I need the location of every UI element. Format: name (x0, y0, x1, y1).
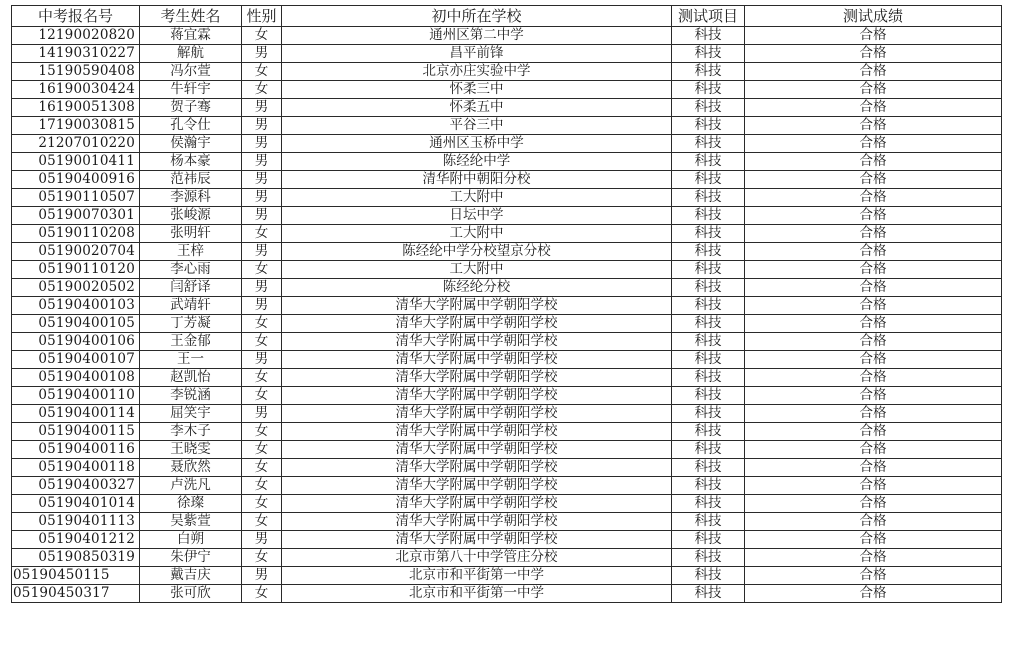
test-result-cell: 合格 (745, 477, 1002, 495)
test-result-cell: 合格 (745, 279, 1002, 297)
student-name-cell: 王梓 (140, 243, 242, 261)
test-item-cell: 科技 (672, 477, 745, 495)
school-cell: 北京市和平街第一中学 (282, 585, 672, 603)
test-item-cell: 科技 (672, 585, 745, 603)
table-row (12, 459, 1002, 477)
test-result-cell: 合格 (745, 261, 1002, 279)
student-name-cell: 徐璨 (140, 495, 242, 513)
gender-cell: 男 (242, 243, 282, 261)
student-name-cell: 张可欣 (140, 585, 242, 603)
exam-id-cell: 05190850319 (12, 549, 140, 567)
gender-cell: 女 (242, 27, 282, 45)
student-name-cell: 王一 (140, 351, 242, 369)
test-item-cell: 科技 (672, 189, 745, 207)
gender-cell: 男 (242, 135, 282, 153)
test-result-cell: 合格 (745, 495, 1002, 513)
school-cell: 通州区玉桥中学 (282, 135, 672, 153)
table-body (12, 27, 1002, 603)
test-result-cell: 合格 (745, 387, 1002, 405)
exam-id-cell: 05190400916 (12, 171, 140, 189)
school-cell: 怀柔三中 (282, 81, 672, 99)
table-row (12, 225, 1002, 243)
test-result-cell: 合格 (745, 243, 1002, 261)
student-name-cell: 解航 (140, 45, 242, 63)
student-name-cell: 王晓雯 (140, 441, 242, 459)
school-cell: 通州区第二中学 (282, 27, 672, 45)
test-item-cell: 科技 (672, 315, 745, 333)
exam-id-cell: 05190401014 (12, 495, 140, 513)
school-cell: 清华大学附属中学朝阳学校 (282, 315, 672, 333)
student-name-cell: 李锐涵 (140, 387, 242, 405)
student-name-cell: 蒋宜霖 (140, 27, 242, 45)
table-row (12, 387, 1002, 405)
test-item-cell: 科技 (672, 297, 745, 315)
exam-id-cell: 05190400108 (12, 369, 140, 387)
student-name-cell: 李心雨 (140, 261, 242, 279)
exam-id-cell: 05190400114 (12, 405, 140, 423)
gender-cell: 女 (242, 369, 282, 387)
table-row (12, 153, 1002, 171)
results-table (11, 5, 1002, 603)
exam-id-cell: 17190030815 (12, 117, 140, 135)
table-row (12, 243, 1002, 261)
exam-id-cell: 05190400116 (12, 441, 140, 459)
school-cell: 清华大学附属中学朝阳学校 (282, 495, 672, 513)
table-row (12, 207, 1002, 225)
student-name-cell: 闫舒译 (140, 279, 242, 297)
test-item-cell: 科技 (672, 99, 745, 117)
school-cell: 清华大学附属中学朝阳学校 (282, 477, 672, 495)
student-name-cell: 朱伊宁 (140, 549, 242, 567)
student-name-cell: 戴吉庆 (140, 567, 242, 585)
gender-cell: 女 (242, 423, 282, 441)
table-row (12, 549, 1002, 567)
gender-cell: 男 (242, 351, 282, 369)
gender-cell: 女 (242, 549, 282, 567)
gender-cell: 男 (242, 99, 282, 117)
test-result-cell: 合格 (745, 135, 1002, 153)
student-name-cell: 丁芳凝 (140, 315, 242, 333)
exam-id-cell: 05190010411 (12, 153, 140, 171)
exam-id-cell: 05190110120 (12, 261, 140, 279)
exam-id-cell: 05190401113 (12, 513, 140, 531)
student-name-cell: 范祎辰 (140, 171, 242, 189)
student-name-cell: 牛轩宇 (140, 81, 242, 99)
test-item-cell: 科技 (672, 261, 745, 279)
gender-cell: 男 (242, 153, 282, 171)
test-result-cell: 合格 (745, 459, 1002, 477)
test-item-cell: 科技 (672, 279, 745, 297)
exam-id-cell: 05190400327 (12, 477, 140, 495)
student-name-cell: 张峻源 (140, 207, 242, 225)
gender-cell: 女 (242, 333, 282, 351)
header-exam-id: 中考报名号 (12, 6, 140, 27)
school-cell: 清华大学附属中学朝阳学校 (282, 369, 672, 387)
test-item-cell: 科技 (672, 117, 745, 135)
school-cell: 清华大学附属中学朝阳学校 (282, 405, 672, 423)
gender-cell: 女 (242, 459, 282, 477)
school-cell: 清华大学附属中学朝阳学校 (282, 297, 672, 315)
exam-id-cell: 05190020704 (12, 243, 140, 261)
gender-cell: 女 (242, 261, 282, 279)
gender-cell: 女 (242, 585, 282, 603)
exam-id-cell: 05190450317 (12, 585, 140, 603)
table-row (12, 279, 1002, 297)
test-item-cell: 科技 (672, 531, 745, 549)
test-result-cell: 合格 (745, 585, 1002, 603)
table-row (12, 351, 1002, 369)
school-cell: 北京市第八十中学管庄分校 (282, 549, 672, 567)
table-row (12, 585, 1002, 603)
test-item-cell: 科技 (672, 135, 745, 153)
student-name-cell: 赵凯怡 (140, 369, 242, 387)
test-item-cell: 科技 (672, 63, 745, 81)
exam-id-cell: 05190110208 (12, 225, 140, 243)
school-cell: 平谷三中 (282, 117, 672, 135)
exam-id-cell: 12190020820 (12, 27, 140, 45)
test-result-cell: 合格 (745, 333, 1002, 351)
school-cell: 日坛中学 (282, 207, 672, 225)
test-result-cell: 合格 (745, 27, 1002, 45)
student-name-cell: 冯尔萱 (140, 63, 242, 81)
test-result-cell: 合格 (745, 171, 1002, 189)
table-row (12, 333, 1002, 351)
school-cell: 北京亦庄实验中学 (282, 63, 672, 81)
student-name-cell: 武靖轩 (140, 297, 242, 315)
school-cell: 昌平前锋 (282, 45, 672, 63)
school-cell: 清华大学附属中学朝阳学校 (282, 513, 672, 531)
test-result-cell: 合格 (745, 189, 1002, 207)
table-row (12, 27, 1002, 45)
test-item-cell: 科技 (672, 243, 745, 261)
table-row (12, 297, 1002, 315)
exam-id-cell: 14190310227 (12, 45, 140, 63)
table-row (12, 189, 1002, 207)
test-item-cell: 科技 (672, 171, 745, 189)
exam-id-cell: 05190400105 (12, 315, 140, 333)
exam-id-cell: 16190051308 (12, 99, 140, 117)
exam-id-cell: 05190110507 (12, 189, 140, 207)
school-cell: 工大附中 (282, 189, 672, 207)
table-row (12, 405, 1002, 423)
test-item-cell: 科技 (672, 351, 745, 369)
student-name-cell: 白朔 (140, 531, 242, 549)
gender-cell: 女 (242, 63, 282, 81)
test-item-cell: 科技 (672, 441, 745, 459)
exam-id-cell: 05190020502 (12, 279, 140, 297)
test-item-cell: 科技 (672, 225, 745, 243)
gender-cell: 女 (242, 225, 282, 243)
test-item-cell: 科技 (672, 567, 745, 585)
header-test-result: 测试成绩 (745, 6, 1002, 27)
gender-cell: 男 (242, 279, 282, 297)
gender-cell: 女 (242, 495, 282, 513)
test-item-cell: 科技 (672, 405, 745, 423)
student-name-cell: 李木子 (140, 423, 242, 441)
test-item-cell: 科技 (672, 423, 745, 441)
student-name-cell: 孔令仕 (140, 117, 242, 135)
test-result-cell: 合格 (745, 117, 1002, 135)
student-name-cell: 侯瀚宇 (140, 135, 242, 153)
table-header (12, 6, 1002, 27)
table-row (12, 261, 1002, 279)
test-item-cell: 科技 (672, 549, 745, 567)
school-cell: 工大附中 (282, 225, 672, 243)
test-item-cell: 科技 (672, 369, 745, 387)
table-row (12, 135, 1002, 153)
test-result-cell: 合格 (745, 297, 1002, 315)
test-result-cell: 合格 (745, 549, 1002, 567)
header-row (12, 6, 1002, 27)
gender-cell: 女 (242, 315, 282, 333)
exam-id-cell: 05190401212 (12, 531, 140, 549)
school-cell: 清华大学附属中学朝阳学校 (282, 351, 672, 369)
test-result-cell: 合格 (745, 81, 1002, 99)
student-name-cell: 王金郁 (140, 333, 242, 351)
table-row (12, 117, 1002, 135)
header-student-name: 考生姓名 (140, 6, 242, 27)
school-cell: 陈经纶分校 (282, 279, 672, 297)
school-cell: 北京市和平街第一中学 (282, 567, 672, 585)
exam-id-cell: 05190070301 (12, 207, 140, 225)
school-cell: 清华大学附属中学朝阳学校 (282, 459, 672, 477)
student-name-cell: 吴紫萱 (140, 513, 242, 531)
school-cell: 清华大学附属中学朝阳学校 (282, 441, 672, 459)
test-result-cell: 合格 (745, 207, 1002, 225)
test-item-cell: 科技 (672, 387, 745, 405)
test-result-cell: 合格 (745, 369, 1002, 387)
table-row (12, 171, 1002, 189)
gender-cell: 女 (242, 81, 282, 99)
test-item-cell: 科技 (672, 513, 745, 531)
results-sheet (11, 5, 1001, 603)
test-result-cell: 合格 (745, 63, 1002, 81)
test-item-cell: 科技 (672, 459, 745, 477)
exam-id-cell: 15190590408 (12, 63, 140, 81)
test-result-cell: 合格 (745, 351, 1002, 369)
exam-id-cell: 21207010220 (12, 135, 140, 153)
school-cell: 清华大学附属中学朝阳学校 (282, 423, 672, 441)
exam-id-cell: 05190400110 (12, 387, 140, 405)
test-result-cell: 合格 (745, 99, 1002, 117)
school-cell: 工大附中 (282, 261, 672, 279)
gender-cell: 男 (242, 297, 282, 315)
test-result-cell: 合格 (745, 405, 1002, 423)
gender-cell: 女 (242, 441, 282, 459)
test-result-cell: 合格 (745, 423, 1002, 441)
gender-cell: 女 (242, 513, 282, 531)
test-item-cell: 科技 (672, 81, 745, 99)
school-cell: 清华附中朝阳分校 (282, 171, 672, 189)
gender-cell: 男 (242, 567, 282, 585)
test-result-cell: 合格 (745, 567, 1002, 585)
gender-cell: 女 (242, 477, 282, 495)
student-name-cell: 屈笑宇 (140, 405, 242, 423)
exam-id-cell: 05190450115 (12, 567, 140, 585)
test-result-cell: 合格 (745, 531, 1002, 549)
student-name-cell: 聂欣然 (140, 459, 242, 477)
student-name-cell: 张明轩 (140, 225, 242, 243)
test-result-cell: 合格 (745, 315, 1002, 333)
gender-cell: 男 (242, 45, 282, 63)
school-cell: 清华大学附属中学朝阳学校 (282, 333, 672, 351)
student-name-cell: 卢洗凡 (140, 477, 242, 495)
test-result-cell: 合格 (745, 513, 1002, 531)
header-school: 初中所在学校 (282, 6, 672, 27)
student-name-cell: 贺子骞 (140, 99, 242, 117)
gender-cell: 男 (242, 189, 282, 207)
school-cell: 清华大学附属中学朝阳学校 (282, 531, 672, 549)
test-item-cell: 科技 (672, 27, 745, 45)
gender-cell: 男 (242, 207, 282, 225)
table-row (12, 531, 1002, 549)
test-result-cell: 合格 (745, 441, 1002, 459)
gender-cell: 男 (242, 171, 282, 189)
table-row (12, 45, 1002, 63)
test-item-cell: 科技 (672, 495, 745, 513)
school-cell: 陈经纶中学分校望京分校 (282, 243, 672, 261)
exam-id-cell: 05190400107 (12, 351, 140, 369)
student-name-cell: 杨本豪 (140, 153, 242, 171)
test-result-cell: 合格 (745, 45, 1002, 63)
table-row (12, 513, 1002, 531)
exam-id-cell: 05190400118 (12, 459, 140, 477)
exam-id-cell: 05190400103 (12, 297, 140, 315)
table-row (12, 99, 1002, 117)
school-cell: 怀柔五中 (282, 99, 672, 117)
test-result-cell: 合格 (745, 153, 1002, 171)
table-row (12, 423, 1002, 441)
table-row (12, 315, 1002, 333)
exam-id-cell: 05190400106 (12, 333, 140, 351)
exam-id-cell: 16190030424 (12, 81, 140, 99)
school-cell: 清华大学附属中学朝阳学校 (282, 387, 672, 405)
test-item-cell: 科技 (672, 207, 745, 225)
table-row (12, 477, 1002, 495)
header-test-item: 测试项目 (672, 6, 745, 27)
test-item-cell: 科技 (672, 45, 745, 63)
gender-cell: 男 (242, 405, 282, 423)
table-row (12, 441, 1002, 459)
gender-cell: 女 (242, 387, 282, 405)
table-row (12, 495, 1002, 513)
table-row (12, 369, 1002, 387)
test-item-cell: 科技 (672, 153, 745, 171)
test-result-cell: 合格 (745, 225, 1002, 243)
school-cell: 陈经纶中学 (282, 153, 672, 171)
student-name-cell: 李源科 (140, 189, 242, 207)
table-row (12, 567, 1002, 585)
table-row (12, 63, 1002, 81)
exam-id-cell: 05190400115 (12, 423, 140, 441)
gender-cell: 男 (242, 117, 282, 135)
gender-cell: 男 (242, 531, 282, 549)
header-gender: 性别 (242, 6, 282, 27)
table-row (12, 81, 1002, 99)
test-item-cell: 科技 (672, 333, 745, 351)
